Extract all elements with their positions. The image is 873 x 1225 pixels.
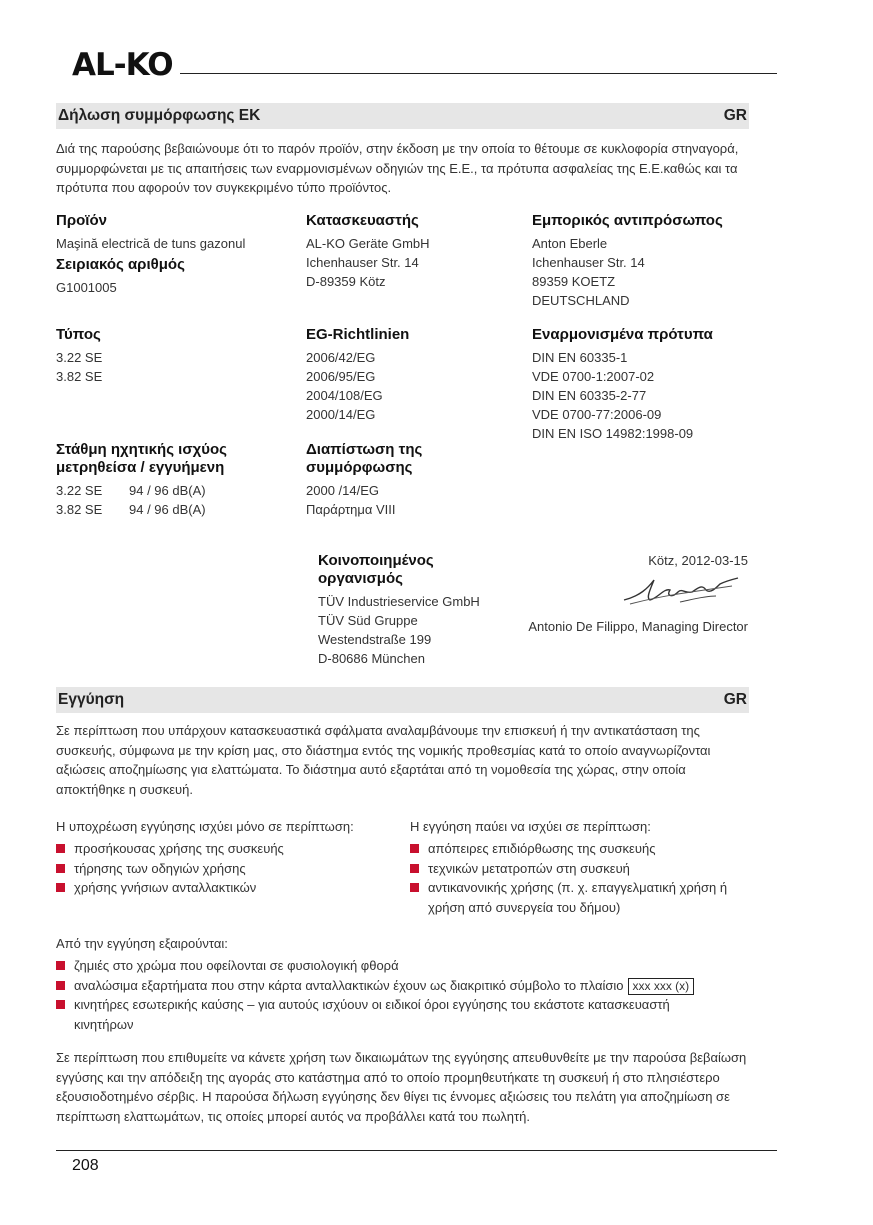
- conformity-subheading: συμμόρφωσης: [306, 459, 413, 476]
- brand-logo: AL-KO: [72, 47, 173, 83]
- warranty-excluded-heading: Από την εγγύηση εξαιρούνται:: [56, 936, 228, 951]
- type-block: [56, 326, 296, 386]
- list-item: χρήσης γνήσιων ανταλλακτικών: [56, 878, 396, 898]
- section-title: Δήλωση συμμόρφωσης ΕΚ: [58, 107, 261, 124]
- product-heading: Προϊόν: [56, 212, 107, 229]
- list-item: κινητήρες εσωτερικής καύσης – για αυτούς ισχύουν οι ειδικοί όροι εγγύησης του εκάστοτε κατασκευαστή κινητήρων: [56, 995, 714, 1034]
- manufacturer-line: Ichenhauser Str. 14: [306, 255, 419, 270]
- standard-line: DIN EN ISO 14982:1998-09: [532, 426, 694, 441]
- sound-model: 3.82 SE: [56, 502, 103, 517]
- warranty-excluded-block: [56, 934, 756, 1034]
- standard-line: VDE 0700-77:2006-09: [532, 407, 662, 422]
- signatory: Antonio De Filippo, Managing Director: [528, 619, 748, 634]
- conformity-line: Παράρτημα VIII: [306, 502, 396, 517]
- representative-line: DEUTSCHLAND: [532, 293, 630, 308]
- list-item: απόπειρες επιδιόρθωσης της συσκευής: [410, 839, 750, 859]
- directive-line: 2006/95/EG: [306, 369, 376, 384]
- serial-heading: Σειριακός αριθμός: [56, 256, 185, 273]
- declaration-intro: Διά της παρούσης βεβαιώνουμε ότι το παρόν προϊόν, στην έκδοση με την οποία το θέτουμε σε κυκλοφορία στηναγορά, συμμορφώνεται με τις απαιτήσεις των εναρμονισμένων οδηγιών της Ε.Ε., τα πρότυπα ασφαλείας της Ε.Ε.καθώς και τα πρότυπα που αφορούν τον συγκεκριμένο τύπο προϊόντος.: [56, 141, 739, 195]
- standards-block: [532, 326, 752, 443]
- parts-symbol-box: xxx xxx (x): [628, 978, 695, 995]
- warranty-void-heading: Η εγγύηση παύει να ισχύει σε περίπτωση:: [410, 819, 651, 834]
- warranty-intro: Σε περίπτωση που υπάρχουν κατασκευαστικά σφάλματα αναλαμβάνουμε την επισκευή ή την αντικατάσταση της συσκευής, σύμφωνα με την κρίση μας, στο διάστημα εντός της νομικής προθεσμίας κατά το οποίο αναγνωρίζονται αξιώσεις αποζημίωσης για ελαττώματα. Το διάστημα αυτό εξαρτάται από τη νομοθεσία της χώρας, στην οποία αποκτήθηκε η συσκευή.: [56, 723, 711, 797]
- notified-body-line: Westendstraße 199: [318, 632, 432, 647]
- warranty-valid-block: [56, 817, 396, 898]
- section-header-warranty: [56, 687, 749, 713]
- list-item: αντικανονικής χρήσης (π. χ. επαγγελματική χρήση ή χρήση από συνεργεία του δήμου): [410, 878, 754, 917]
- directives-heading: EG-Richtlinien: [306, 326, 410, 343]
- page-number: 208: [72, 1157, 99, 1174]
- representative-line: Ichenhauser Str. 14: [532, 255, 645, 270]
- sound-subheading: μετρηθείσα / εγγυήμενη: [56, 459, 225, 476]
- section-header-ec-declaration: [56, 103, 749, 129]
- standard-line: DIN EN 60335-2-77: [532, 388, 647, 403]
- notified-body-heading: Κοινοποιημένος: [318, 552, 434, 569]
- representative-block: [532, 212, 752, 310]
- list-item: τήρησης των οδηγιών χρήσης: [56, 859, 396, 879]
- place-date: Kötz, 2012-03-15: [648, 553, 748, 568]
- type-heading: Τύπος: [56, 326, 101, 343]
- notified-body-subheading: οργανισμός: [318, 570, 403, 587]
- notified-body-line: D-80686 München: [318, 651, 425, 666]
- list-item: [56, 976, 756, 996]
- representative-line: 89359 KOETZ: [532, 274, 616, 289]
- conformity-block: [306, 441, 516, 519]
- notified-body-line: TÜV Industrieservice GmbH: [318, 594, 480, 609]
- standard-line: DIN EN 60335-1: [532, 350, 628, 365]
- type-line: 3.22 SE: [56, 350, 103, 365]
- section-title: Εγγύηση: [58, 691, 125, 708]
- list-item: ζημιές στο χρώμα που οφείλονται σε φυσιολογική φθορά: [56, 956, 756, 976]
- manufacturer-line: AL-KO Geräte GmbH: [306, 236, 430, 251]
- list-item: προσήκουσας χρήσης της συσκευής: [56, 839, 396, 859]
- sound-model: 3.22 SE: [56, 483, 103, 498]
- type-line: 3.82 SE: [56, 369, 103, 384]
- sound-heading: Στάθμη ηχητικής ισχύος: [56, 441, 227, 458]
- sound-value: 94 / 96 dB(A): [129, 502, 206, 517]
- footer-rule: [56, 1150, 777, 1151]
- standard-line: VDE 0700-1:2007-02: [532, 369, 655, 384]
- product-block: [56, 212, 296, 297]
- manufacturer-heading: Κατασκευαστής: [306, 212, 419, 229]
- standards-heading: Εναρμονισμένα πρότυπα: [532, 326, 713, 343]
- conformity-line: 2000 /14/EG: [306, 483, 379, 498]
- warranty-closing: Σε περίπτωση που επιθυμείτε να κάνετε χρήση των δικαιωμάτων της εγγύησης απευθυνθείτε με την παρούσα βεβαίωση εγγύσης και την απόδειξη της αγοράς στο κατάστημα από το οποίο προμηθευτήκατε τη συσκευή ή στο πλησιέστερο εξουσιοδοτημένο σέρβις. Η παρούσα δήλωση εγγύησης δεν θίγει τις έννομες αξιώσεις του πελάτη για αποζημίωση σε περίπτωση ελαττωμάτων, τις οποίες μπορεί αυτός να προβάλλει κατά του πωλητή.: [56, 1050, 747, 1124]
- representative-heading: Εμπορικός αντιπρόσωπος: [532, 212, 723, 229]
- signature-graphic: [620, 574, 750, 610]
- language-code: GR: [723, 107, 747, 124]
- directive-line: 2006/42/EG: [306, 350, 376, 365]
- warranty-valid-heading: Η υποχρέωση εγγύησης ισχύει μόνο σε περίπτωση:: [56, 819, 354, 834]
- list-item: τεχνικών μετατροπών στη συσκευή: [410, 859, 750, 879]
- representative-line: Anton Eberle: [532, 236, 608, 251]
- conformity-heading: Διαπίστωση της: [306, 441, 423, 458]
- serial-value: G1001005: [56, 280, 117, 295]
- header-rule: [180, 73, 777, 74]
- manufacturer-line: D-89359 Kötz: [306, 274, 386, 289]
- directives-block: [306, 326, 516, 424]
- directive-line: 2004/108/EG: [306, 388, 383, 403]
- warranty-void-block: [410, 817, 750, 917]
- sound-value: 94 / 96 dB(A): [129, 483, 206, 498]
- notified-body-block: [318, 552, 528, 668]
- language-code: GR: [723, 691, 747, 708]
- sound-block: [56, 441, 296, 519]
- directive-line: 2000/14/EG: [306, 407, 376, 422]
- notified-body-line: TÜV Süd Gruppe: [318, 613, 418, 628]
- list-item-text: αναλώσιμα εξαρτήματα που στην κάρτα ανταλλακτικών έχουν ως διακριτικό σύμβολο το πλαίσιο: [74, 977, 624, 993]
- product-value: Maşină electrică de tuns gazonul: [56, 236, 246, 251]
- manufacturer-block: [306, 212, 516, 291]
